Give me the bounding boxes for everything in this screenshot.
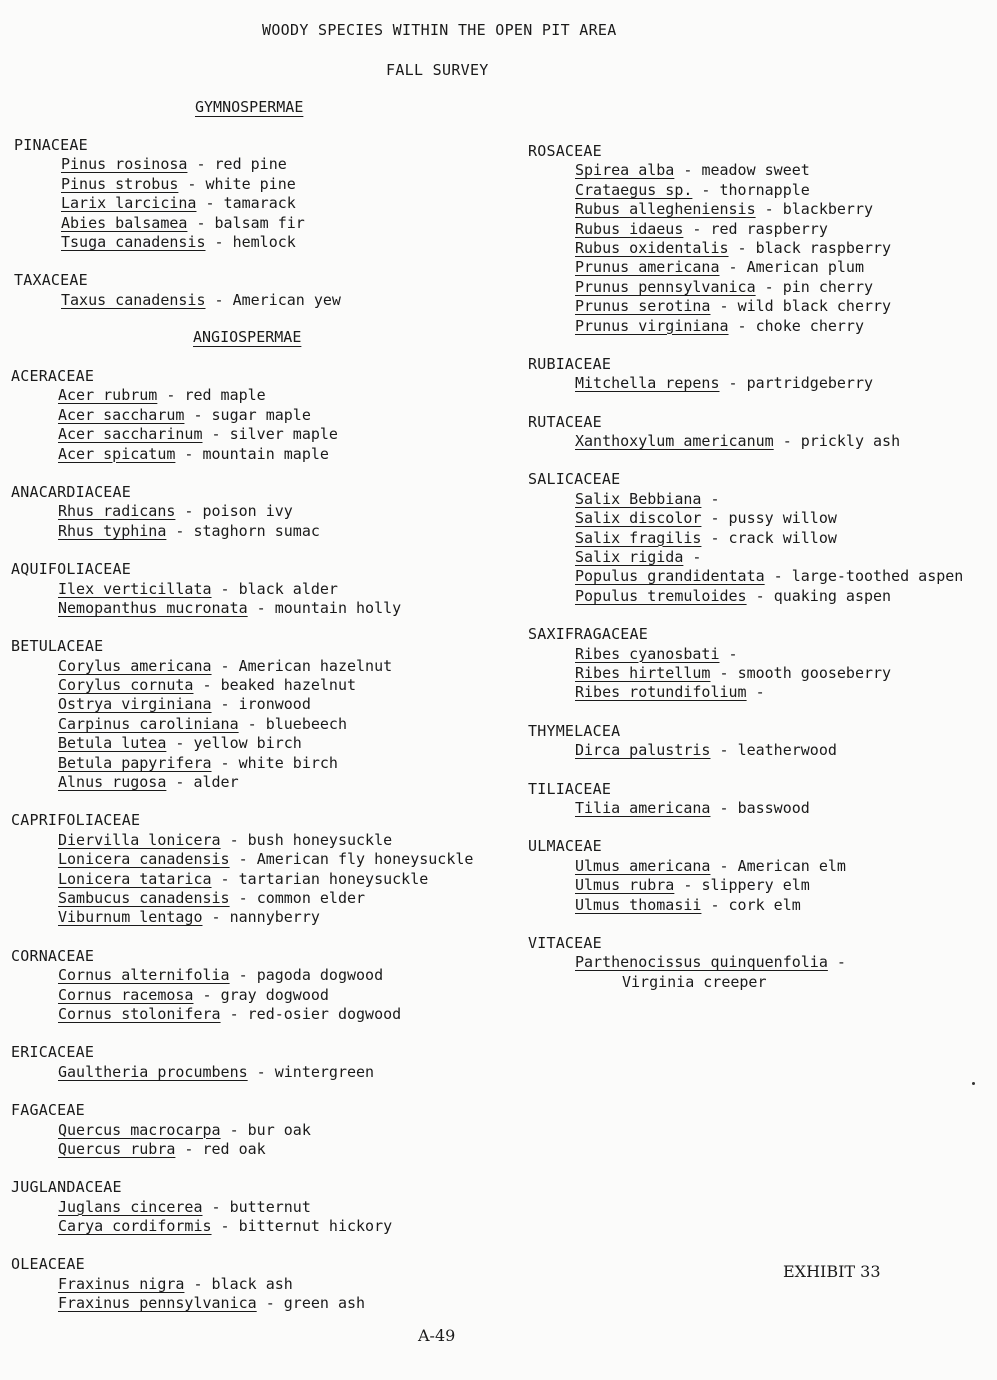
scientific-name: Viburnum lentago (58, 908, 203, 927)
separator-dash: - (166, 521, 194, 540)
common-name: pussy willow (728, 509, 837, 528)
scientific-name: Ostrya virginiana (58, 695, 212, 714)
family-block (14, 271, 341, 310)
scientific-name: Ulmus americana (575, 856, 711, 875)
separator-dash: - (175, 444, 203, 463)
separator-dash: - (256, 1294, 284, 1313)
separator-dash: - (184, 405, 212, 424)
species-entry (528, 509, 963, 528)
common-name: wintergreen (274, 1062, 375, 1081)
family-block (11, 1255, 473, 1313)
common-name: hemlock (232, 232, 296, 251)
separator-dash: - (701, 489, 720, 508)
scientific-name: Rhus radicans (58, 502, 176, 521)
scientific-name: Taxus canadensis (61, 290, 206, 309)
separator-dash: - (674, 161, 702, 180)
species-entry (528, 374, 963, 393)
scientific-name: Rhus typhina (58, 521, 167, 540)
common-name: crack willow (728, 528, 837, 547)
separator-dash: - (196, 194, 224, 213)
common-name: silver maple (229, 425, 338, 444)
species-entry (528, 876, 963, 895)
species-entry (11, 966, 473, 985)
separator-dash: - (202, 425, 230, 444)
scientific-name: Dirca palustris (575, 741, 711, 760)
separator-dash: - (187, 213, 215, 232)
family-name: ACERACEAE (11, 367, 95, 385)
common-name: blackberry (782, 200, 874, 219)
separator-dash: - (229, 850, 257, 869)
separator-dash: - (683, 219, 711, 238)
separator-dash: - (755, 200, 783, 219)
species-entry (528, 857, 963, 876)
family-block (528, 625, 963, 703)
separator-dash: - (220, 830, 248, 849)
scientific-name: Rubus allegheniensis (575, 200, 756, 219)
common-name: sugar maple (211, 405, 311, 424)
separator-dash: - (728, 238, 756, 257)
scientific-name: Corylus americana (58, 656, 212, 675)
common-name: tartarian honeysuckle (238, 869, 429, 888)
species-entry (11, 908, 473, 927)
scientific-name: Populus grandidentata (575, 567, 765, 586)
family-block (11, 1101, 473, 1159)
family-name: CORNACEAE (11, 946, 95, 965)
common-name: bur oak (247, 1120, 311, 1139)
common-name: common elder (256, 888, 366, 907)
species-entry (528, 587, 963, 606)
separator-dash: - (166, 773, 194, 792)
family-name: ANACARDIACEAE (11, 482, 131, 501)
common-name: choke cherry (755, 316, 864, 335)
species-entry (11, 1005, 473, 1024)
scientific-name: Ulmus rubra (575, 876, 675, 895)
species-entry (11, 425, 473, 444)
species-entry (11, 986, 473, 1005)
separator-dash: - (701, 895, 729, 914)
family-block (11, 560, 473, 618)
family-name: RUTACEAE (528, 412, 602, 431)
common-name: leatherwood (737, 741, 837, 760)
species-entry (11, 734, 473, 753)
scientific-name: Gaultheria procumbens (58, 1062, 248, 1081)
scientific-name: Quercus macrocarpa (58, 1120, 221, 1139)
family-name: ULMACEAE (528, 837, 602, 856)
family-block (11, 637, 473, 792)
species-entry (528, 239, 963, 258)
family-block (528, 355, 963, 394)
common-name: bush honeysuckle (247, 830, 393, 849)
common-name: ironwood (238, 695, 311, 714)
common-name: butternut (229, 1197, 311, 1216)
separator-dash: - (166, 734, 194, 753)
species-entry (528, 181, 963, 200)
separator-dash: - (247, 598, 275, 617)
common-name: black ash (211, 1274, 293, 1293)
species-entry (11, 1217, 473, 1236)
common-name: red raspberry (710, 219, 828, 238)
species-entry (528, 741, 963, 760)
species-entry (11, 445, 473, 464)
species-entry (11, 773, 473, 792)
family-name: AQUIFOLIACEAE (11, 560, 131, 579)
common-name: poison ivy (202, 502, 293, 521)
species-entry (14, 233, 341, 252)
separator-dash: - (692, 180, 720, 199)
scientific-name: Parthenocissus quinquenfolia (575, 953, 828, 972)
common-name: American elm (737, 856, 846, 875)
common-name: American plum (746, 258, 864, 277)
separator-dash: - (178, 174, 206, 193)
scientific-name: Quercus rubra (58, 1139, 176, 1158)
species-entry (14, 291, 341, 310)
separator-dash: - (211, 656, 239, 675)
family-block (528, 837, 963, 915)
scientific-name: Carpinus caroliniana (58, 714, 239, 733)
common-name: bluebeech (265, 714, 347, 733)
common-name: mountain maple (202, 444, 329, 463)
separator-dash: - (719, 644, 738, 663)
scientific-name: Acer saccharum (58, 405, 185, 424)
separator-dash: - (157, 386, 185, 405)
separator-dash: - (728, 316, 756, 335)
species-entry (11, 386, 473, 405)
species-entry (11, 695, 473, 714)
separator-dash: - (202, 1197, 230, 1216)
species-entry (528, 548, 963, 567)
separator-dash: - (211, 753, 239, 772)
scientific-name: Cornus stolonifera (58, 1004, 221, 1023)
species-entry (528, 896, 963, 915)
scientific-name: Acer spicatum (58, 444, 176, 463)
common-name: beaked hazelnut (220, 676, 357, 695)
separator-dash: - (710, 856, 738, 875)
common-name: American fly honeysuckle (256, 850, 474, 869)
common-name: black raspberry (755, 238, 892, 257)
scientific-name: Ribes cyanosbati (575, 644, 720, 663)
separator-dash: - (773, 432, 801, 451)
separator-dash: - (719, 374, 747, 393)
family-block (528, 470, 963, 606)
scientific-name: Cornus racemosa (58, 985, 194, 1004)
scientific-name: Rubus idaeus (575, 219, 684, 238)
family-name: FAGACEAE (11, 1101, 85, 1120)
family-name: PINACEAE (14, 136, 88, 154)
species-entry (11, 657, 473, 676)
scientific-name: Ribes rotundifolium (575, 683, 747, 702)
scientific-name: Salix Bebbiana (575, 489, 702, 508)
scientific-name: Juglans cincerea (58, 1197, 203, 1216)
separator-dash: - (202, 908, 230, 927)
species-entry (11, 1063, 473, 1082)
page-title: WOODY SPECIES WITHIN THE OPEN PIT AREA (262, 21, 617, 39)
common-name: gray dogwood (220, 985, 329, 1004)
family-name: ROSACEAE (528, 142, 602, 160)
scientific-name: Ilex verticillata (58, 579, 212, 598)
common-name: white pine (205, 174, 296, 193)
species-entry (11, 406, 473, 425)
scientific-name: Abies balsamea (61, 213, 188, 232)
scientific-name: Prunus pennsylvanica (575, 277, 756, 296)
common-name: mountain holly (274, 598, 402, 617)
common-name: American hazelnut (238, 656, 393, 675)
left-column-gymnosperm-families (14, 136, 341, 310)
family-name: SAXIFRAGACEAE (528, 625, 648, 644)
species-entry (11, 676, 473, 695)
scientific-name: Rubus oxidentalis (575, 238, 729, 257)
species-entry (11, 1294, 473, 1313)
species-entry (528, 683, 963, 702)
section-heading-gymnospermae: GYMNOSPERMAE (195, 98, 304, 116)
separator-dash: - (205, 232, 233, 251)
scientific-name: Fraxinus nigra (58, 1274, 185, 1293)
scientific-name: Nemopanthus mucronata (58, 598, 248, 617)
scientific-name: Betula lutea (58, 734, 167, 753)
scientific-name: Acer rubrum (58, 386, 158, 405)
common-name: red oak (202, 1139, 266, 1158)
scientific-name: Prunus virginiana (575, 316, 729, 335)
family-block (11, 1178, 473, 1236)
common-name: black alder (238, 579, 338, 598)
page-number: A-49 (418, 1326, 456, 1345)
common-name: cork elm (728, 895, 801, 914)
separator-dash: - (184, 1274, 212, 1293)
species-entry (14, 175, 341, 194)
separator-dash: - (211, 1217, 239, 1236)
left-column-angiosperm-families (11, 367, 473, 1314)
separator-dash: - (710, 297, 738, 316)
scientific-name: Ribes hirtellum (575, 663, 711, 682)
common-name: meadow sweet (701, 161, 810, 180)
species-entry (528, 953, 963, 972)
separator-dash: - (220, 1120, 248, 1139)
separator-dash: - (220, 1004, 248, 1023)
common-name: white birch (238, 753, 338, 772)
family-name: ERICACEAE (11, 1043, 95, 1062)
species-entry (11, 1198, 473, 1217)
scientific-name: Acer saccharinum (58, 425, 203, 444)
separator-dash: - (229, 888, 257, 907)
separator-dash: - (193, 985, 221, 1004)
separator-dash: - (187, 155, 215, 174)
species-entry (528, 200, 963, 219)
species-entry (11, 1275, 473, 1294)
family-name: THYMELACEA (528, 721, 621, 740)
scientific-name: Salix fragilis (575, 528, 702, 547)
species-entry (528, 161, 963, 180)
scan-speck (972, 1082, 975, 1085)
scientific-name: Tsuga canadensis (61, 232, 206, 251)
common-name: red-osier dogwood (247, 1004, 402, 1023)
separator-dash: - (827, 953, 846, 972)
species-entry (11, 1140, 473, 1159)
common-name: tamarack (223, 194, 296, 213)
common-name: red pine (214, 155, 287, 174)
common-name: basswood (737, 798, 810, 817)
common-name: smooth gooseberry (737, 663, 892, 682)
species-entry (14, 214, 341, 233)
exhibit-label: EXHIBIT 33 (783, 1262, 881, 1281)
family-block (528, 934, 963, 992)
separator-dash: - (193, 676, 221, 695)
scientific-name: Alnus rugosa (58, 773, 167, 792)
family-block (11, 483, 473, 541)
common-name: thornapple (719, 180, 810, 199)
common-name: yellow birch (193, 734, 302, 753)
common-name: slippery elm (701, 876, 810, 895)
species-entry (528, 490, 963, 509)
species-entry (11, 715, 473, 734)
common-name: staghorn sumac (193, 521, 320, 540)
scientific-name: Tilia americana (575, 798, 711, 817)
species-entry (528, 645, 963, 664)
family-block (14, 136, 341, 252)
separator-dash: - (247, 1062, 275, 1081)
common-name: green ash (283, 1294, 366, 1313)
species-entry (528, 278, 963, 297)
separator-dash: - (683, 548, 702, 567)
family-block (11, 367, 473, 464)
common-name: quaking aspen (773, 586, 892, 605)
separator-dash: - (764, 567, 792, 586)
family-name: SALICACEAE (528, 470, 621, 489)
separator-dash: - (701, 528, 729, 547)
scientific-name: Sambucus canadensis (58, 888, 230, 907)
family-block (11, 811, 473, 927)
species-entry (528, 567, 963, 586)
scientific-name: Crataegus sp. (575, 180, 693, 199)
family-name: JUGLANDACEAE (11, 1178, 122, 1197)
separator-dash: - (211, 579, 239, 598)
separator-dash: - (710, 741, 738, 760)
family-block (11, 947, 473, 1025)
species-entry (528, 664, 963, 683)
scientific-name: Spirea alba (575, 161, 675, 180)
separator-dash: - (205, 290, 233, 309)
common-name-continuation: Virginia creeper (622, 972, 767, 991)
page-subtitle: FALL SURVEY (386, 61, 489, 79)
species-entry (528, 258, 963, 277)
scientific-name: Lonicera tatarica (58, 869, 212, 888)
separator-dash: - (701, 509, 729, 528)
common-name: balsam fir (214, 213, 305, 232)
separator-dash: - (211, 869, 239, 888)
scientific-name: Lonicera canadensis (58, 850, 230, 869)
family-block (528, 780, 963, 819)
species-entry (11, 502, 473, 521)
separator-dash: - (719, 258, 747, 277)
scientific-name: Diervilla lonicera (58, 830, 221, 849)
family-name: BETULACEAE (11, 637, 104, 656)
separator-dash: - (746, 683, 765, 702)
separator-dash: - (229, 966, 257, 985)
species-entry (11, 870, 473, 889)
common-name: wild black cherry (737, 297, 892, 316)
common-name: alder (193, 773, 239, 792)
species-entry (11, 580, 473, 599)
family-name: RUBIACEAE (528, 354, 612, 373)
common-name: partridgeberry (746, 374, 874, 393)
scientific-name: Prunus americana (575, 258, 720, 277)
scientific-name: Fraxinus pennsylvanica (58, 1294, 257, 1313)
separator-dash: - (238, 714, 266, 733)
species-entry (528, 432, 963, 451)
scientific-name: Cornus alternifolia (58, 966, 230, 985)
separator-dash: - (211, 695, 239, 714)
family-name: CAPRIFOLIACEAE (11, 811, 141, 830)
family-name: TAXACEAE (14, 271, 88, 290)
separator-dash: - (674, 876, 702, 895)
family-block (528, 142, 963, 336)
common-name: nannyberry (229, 908, 320, 927)
scientific-name: Prunus serotina (575, 297, 711, 316)
scientific-name: Pinus strobus (61, 174, 179, 193)
scientific-name: Corylus cornuta (58, 676, 194, 695)
scientific-name: Populus tremuloides (575, 586, 747, 605)
scientific-name: Carya cordiformis (58, 1217, 212, 1236)
species-entry (14, 194, 341, 213)
species-entry (11, 1121, 473, 1140)
separator-dash: - (710, 663, 738, 682)
family-name: VITACEAE (528, 933, 602, 952)
scientific-name: Larix larcicina (61, 194, 197, 213)
common-name: pin cherry (782, 277, 874, 296)
species-entry (11, 522, 473, 541)
species-entry (14, 155, 341, 174)
species-entry (528, 799, 963, 818)
species-entry (11, 889, 473, 908)
scientific-name: Pinus rosinosa (61, 155, 188, 174)
species-entry (11, 599, 473, 618)
common-name: prickly ash (800, 432, 901, 451)
scientific-name: Ulmus thomasii (575, 895, 702, 914)
separator-dash: - (746, 586, 774, 605)
section-heading-angiospermae: ANGIOSPERMAE (193, 328, 302, 346)
separator-dash: - (175, 1139, 203, 1158)
common-name: large-toothed aspen (791, 567, 964, 586)
family-name: OLEACEAE (11, 1255, 85, 1274)
species-entry (528, 220, 963, 239)
separator-dash: - (755, 277, 783, 296)
species-entry (528, 529, 963, 548)
right-column-families (528, 142, 963, 992)
scientific-name: Betula papyrifera (58, 753, 212, 772)
family-block (528, 413, 963, 452)
separator-dash: - (710, 798, 738, 817)
species-entry (528, 297, 963, 316)
scientific-name: Mitchella repens (575, 374, 720, 393)
family-name: TILIACEAE (528, 779, 612, 798)
common-name: red maple (184, 386, 266, 405)
common-name: pagoda dogwood (256, 966, 384, 985)
species-entry (11, 850, 473, 869)
family-block (528, 722, 963, 761)
common-name: American yew (232, 290, 341, 309)
separator-dash: - (175, 502, 203, 521)
family-block (11, 1043, 473, 1082)
species-entry (528, 317, 963, 336)
scientific-name: Salix discolor (575, 509, 702, 528)
species-entry (11, 754, 473, 773)
scientific-name: Xanthoxylum americanum (575, 432, 774, 451)
species-entry (11, 831, 473, 850)
scientific-name: Salix rigida (575, 548, 684, 567)
common-name: bitternut hickory (238, 1217, 393, 1236)
